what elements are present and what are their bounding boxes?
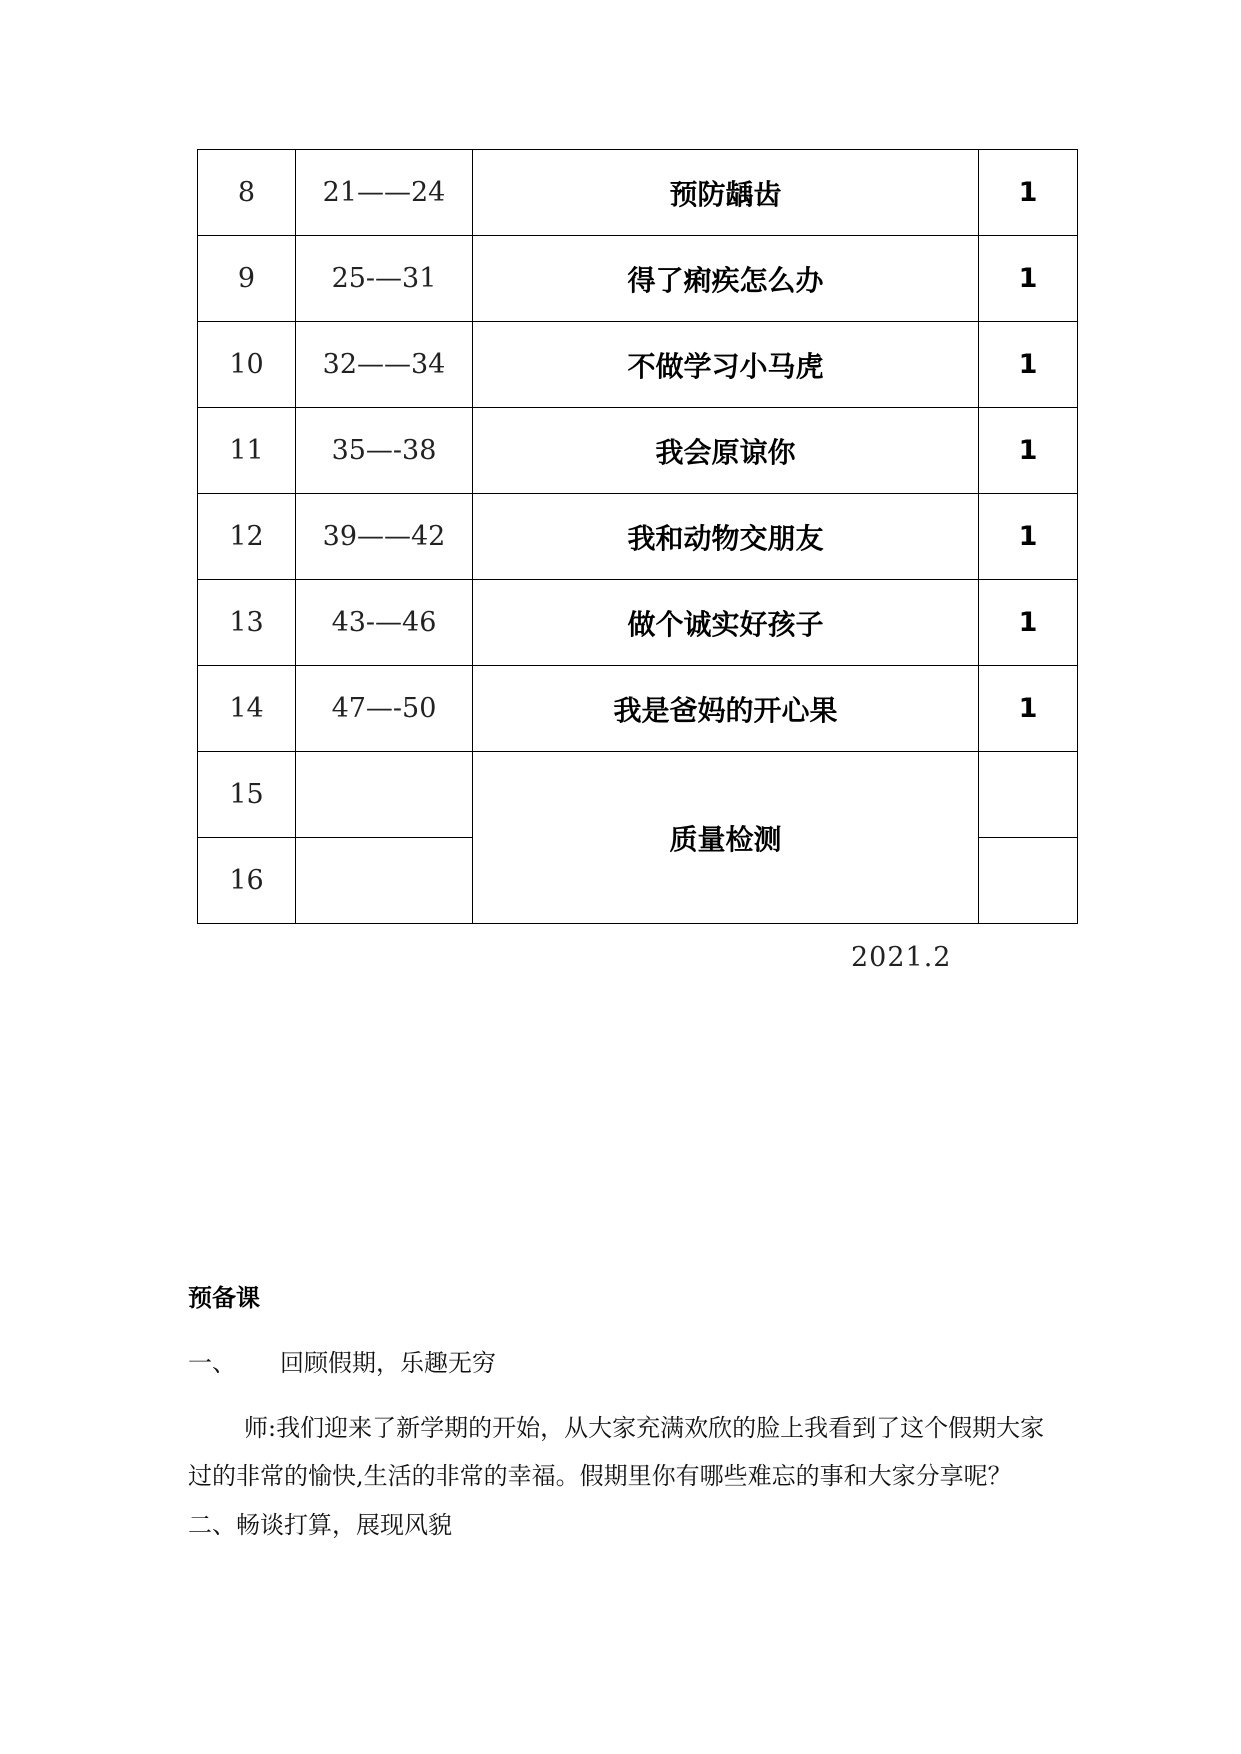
lesson-hours [979,752,1078,838]
table-row [198,494,1078,580]
document-date: 2021.2 [851,942,952,973]
lesson-title: 得了痢疾怎么办 [473,236,979,322]
section-one [188,1343,496,1378]
week-number: 15 [198,752,296,838]
lesson-hours: 1 [979,494,1078,580]
week-number: 11 [198,408,296,494]
lesson-title: 我会原谅你 [473,408,979,494]
week-number: 8 [198,150,296,236]
lesson-title: 我和动物交朋友 [473,494,979,580]
schedule-table [197,149,1078,924]
lesson-heading: 预备课 [188,1284,260,1312]
section-two: 二、畅谈打算，展现风貌 [188,1511,452,1539]
lesson-hours: 1 [979,322,1078,408]
lesson-title: 做个诚实好孩子 [473,580,979,666]
week-number: 13 [198,580,296,666]
lesson-title: 我是爸妈的开心果 [473,666,979,752]
page-range [296,752,473,838]
page-range: 43-—46 [296,580,473,666]
table-row [198,408,1078,494]
table-row [198,150,1078,236]
week-number: 14 [198,666,296,752]
lesson-hours: 1 [979,150,1078,236]
page-range: 35—-38 [296,408,473,494]
table-row [198,580,1078,666]
page-range: 47—-50 [296,666,473,752]
lesson-hours: 1 [979,408,1078,494]
lesson-hours: 1 [979,236,1078,322]
lesson-hours: 1 [979,666,1078,752]
lesson-title: 质量检测 [473,752,979,924]
week-number: 16 [198,838,296,924]
teacher-paragraph: 师:我们迎来了新学期的开始，从大家充满欢欣的脸上我看到了这个假期大家过的非常的愉快,生活的非常的幸福。假期里你有哪些难忘的事和大家分享呢？ [188,1414,1045,1490]
section-one-marker: 一、 [188,1349,236,1377]
page-range [296,838,473,924]
table-row [198,752,1078,838]
table-row [198,322,1078,408]
section-one-title: 回顾假期，乐趣无穷 [280,1349,496,1377]
lesson-title: 预防龋齿 [473,150,979,236]
page-range: 32——34 [296,322,473,408]
week-number: 12 [198,494,296,580]
table-row [198,666,1078,752]
page-range: 21——24 [296,150,473,236]
table-row [198,236,1078,322]
page-range: 39——42 [296,494,473,580]
lesson-hours: 1 [979,580,1078,666]
lesson-title: 不做学习小马虎 [473,322,979,408]
lesson-hours [979,838,1078,924]
page-range: 25-—31 [296,236,473,322]
week-number: 9 [198,236,296,322]
week-number: 10 [198,322,296,408]
